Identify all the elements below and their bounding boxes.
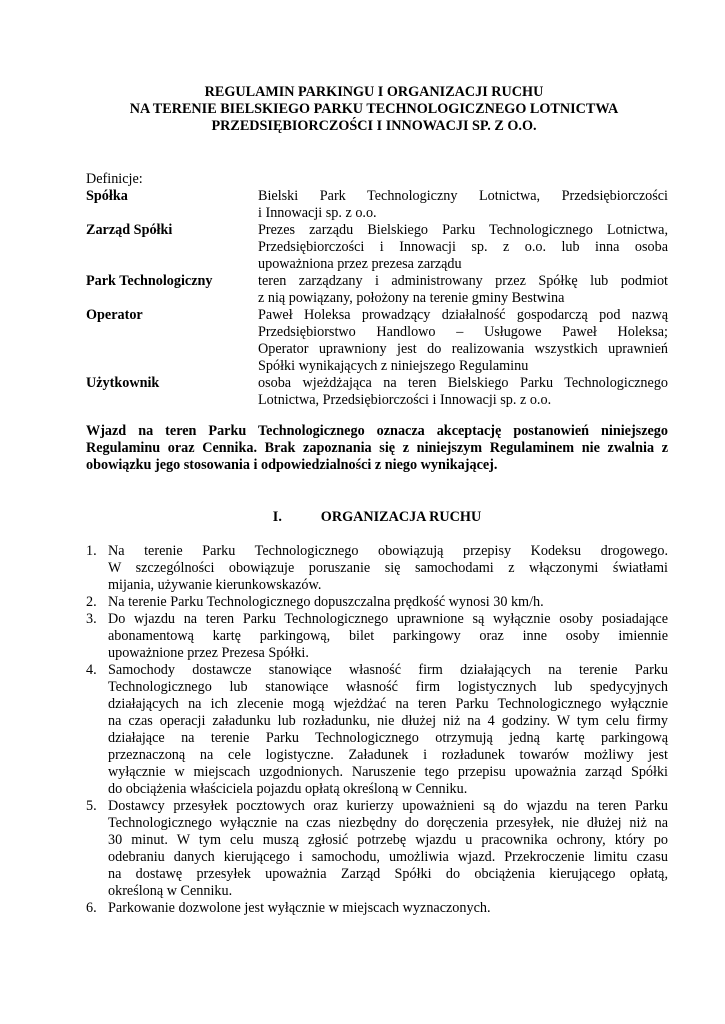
list-item: [86, 662, 668, 798]
definitions-heading: Definicje:: [86, 171, 143, 187]
list-item-text: [108, 594, 668, 611]
rule-line: wyłącznie w miejscach uzgodnionych. Naruszenie tego przepisu upoważnia zarząd Spółki: [108, 764, 668, 780]
rule-line: mijania, używanie kierunkowskazów.: [108, 577, 322, 593]
rule-line: Do wjazdu na teren Parku Technologicznego uprawnione są wyłącznie osoby posiadające: [108, 611, 668, 627]
definition-line: Bielski Park Technologiczny Lotnictwa, Przedsiębiorczości: [258, 188, 668, 204]
list-item-number: 5.: [86, 798, 97, 814]
rule-line: abonamentową kartę parkingową, bilet parkingowy oraz inne osoby imiennie: [108, 628, 668, 644]
definition-item: [86, 222, 668, 273]
rule-line: Samochody dostawcze stanowiące własność firm działających na terenie Parku: [108, 662, 668, 678]
section-number: I.: [272, 509, 282, 525]
definition-line: teren zarządzany i administrowany przez Spółkę lub podmiot: [258, 273, 668, 289]
definition-item: [86, 375, 668, 409]
rule-line: Na terenie Parku Technologicznego dopuszczalna prędkość wynosi 30 km/h.: [108, 594, 544, 610]
definition-line: upoważniona przez prezesa zarządu: [258, 256, 462, 272]
rule-line: Dostawcy przesyłek pocztowych oraz kurierzy upoważnieni są do wjazdu na teren Parku: [108, 798, 668, 814]
title-line-3: PRZEDSIĘBIORCZOŚCI I INNOWACJI SP. Z O.O.: [211, 118, 537, 134]
definition-item: [86, 273, 668, 307]
definition-description: [258, 273, 668, 307]
list-item-text: [108, 543, 668, 594]
rule-line: działające na terenie Parku Technologicznego otrzymują jedną kartę parkingową: [108, 730, 668, 746]
definition-line: Przedsiębiorczości i Innowacji sp. z o.o. lub inna osoba: [258, 239, 668, 255]
definition-item: [86, 307, 668, 375]
rule-line: działających na ich zlecenie mogą wjeżdżać na teren Parku Technologicznego wyłącznie: [108, 696, 668, 712]
section-heading: [86, 509, 668, 526]
list-item-text: [108, 900, 668, 917]
definition-description: [258, 188, 668, 222]
definitions-list: [86, 188, 668, 409]
list-item-text: [108, 798, 668, 900]
list-item: [86, 900, 668, 917]
definition-line: Lotnictwa, Przedsiębiorczości i Innowacji sp. z o.o.: [258, 392, 552, 408]
definition-line: Prezes zarządu Bielskiego Parku Technologicznego Lotnictwa,: [258, 222, 668, 238]
definition-line: Przedsiębiorstwo Handlowo – Usługowe Paweł Holeksa;: [258, 324, 668, 340]
definition-term: Spółka: [86, 188, 128, 204]
definition-line: Spółki wynikających z niniejszego Regulaminu: [258, 358, 529, 374]
definition-term: Operator: [86, 307, 143, 323]
rule-line: W szczególności obowiązuje poruszanie się samochodami z włączonymi światłami: [108, 560, 668, 576]
list-item: [86, 798, 668, 900]
definition-line: i Innowacji sp. z o.o.: [258, 205, 377, 221]
definition-item: [86, 188, 668, 222]
rule-line: na dostawę przesyłek upoważnia Zarząd Spółki do obciążenia kierującego opłatą,: [108, 866, 668, 882]
definition-term: Park Technologiczny: [86, 273, 213, 289]
definition-term: Użytkownik: [86, 375, 160, 391]
rules-list: [86, 543, 668, 917]
list-item-number: 1.: [86, 543, 97, 559]
definition-line: z nią powiązany, położony na terenie gminy Bestwina: [258, 290, 565, 306]
rule-line: upoważnione przez Prezesa Spółki.: [108, 645, 309, 661]
list-item-number: 2.: [86, 594, 97, 610]
list-item: [86, 594, 668, 611]
list-item: [86, 543, 668, 594]
rule-line: 30 minut. W tym celu muszą zgłosić potrzebę wjazdu u pracownika ochrony, który po: [108, 832, 668, 848]
rule-line: określoną w Cenniku.: [108, 883, 233, 899]
list-item: [86, 611, 668, 662]
acceptance-notice: Wjazd na teren Parku Technologicznego oznacza akceptację postanowień niniejszego Regulaminu oraz Cennika. Brak zapoznania się z niniejszym Regulaminem nie zwalnia z obowiązku jego stosowania i odpowiedzialności z niego wynikającej.: [86, 423, 668, 473]
list-item-number: 3.: [86, 611, 97, 627]
list-item-text: [108, 611, 668, 662]
section-title: ORGANIZACJA RUCHU: [320, 509, 482, 525]
definition-term: Zarząd Spółki: [86, 222, 173, 238]
rule-line: przeznaczoną na cele logistyczne. Załadunek i rozładunek towarów możliwy jest: [108, 747, 668, 763]
definition-description: [258, 375, 668, 409]
rule-line: Technologicznego wyłącznie na czas niezbędny do doręczenia przesyłek, nie dłużej niż na: [108, 815, 668, 831]
rule-line: odebraniu danych kierującego i samochodu, umożliwia wjazd. Przekroczenie limitu czasu: [108, 849, 668, 865]
list-item-text: [108, 662, 668, 798]
rule-line: Parkowanie dozwolone jest wyłącznie w miejscach wyznaczonych.: [108, 900, 491, 916]
document-title: [86, 84, 662, 135]
definition-description: [258, 222, 668, 273]
rule-line: Technologicznego lub stanowiące własność firm logistycznych lub spedycyjnych: [108, 679, 668, 695]
definition-line: Operator uprawniony jest do realizowania wszystkich uprawnień: [258, 341, 668, 357]
title-line-2: NA TERENIE BIELSKIEGO PARKU TECHNOLOGICZNEGO LOTNICTWA: [129, 101, 619, 117]
definition-line: osoba wjeżdżająca na teren Bielskiego Parku Technologicznego: [258, 375, 668, 391]
list-item-number: 4.: [86, 662, 97, 678]
rule-line: do obciążenia właściciela pojazdu opłatą określoną w Cenniku.: [108, 781, 468, 797]
title-line-1: REGULAMIN PARKINGU I ORGANIZACJI RUCHU: [204, 84, 544, 100]
definition-description: [258, 307, 668, 375]
rule-line: Na terenie Parku Technologicznego obowiązują przepisy Kodeksu drogowego.: [108, 543, 668, 559]
list-item-number: 6.: [86, 900, 97, 916]
rule-line: na czas operacji załadunku lub rozładunku, nie dłużej niż na 4 godziny. W tym celu firmy: [108, 713, 668, 729]
definition-line: Paweł Holeksa prowadzący działalność gospodarczą pod nazwą: [258, 307, 668, 323]
